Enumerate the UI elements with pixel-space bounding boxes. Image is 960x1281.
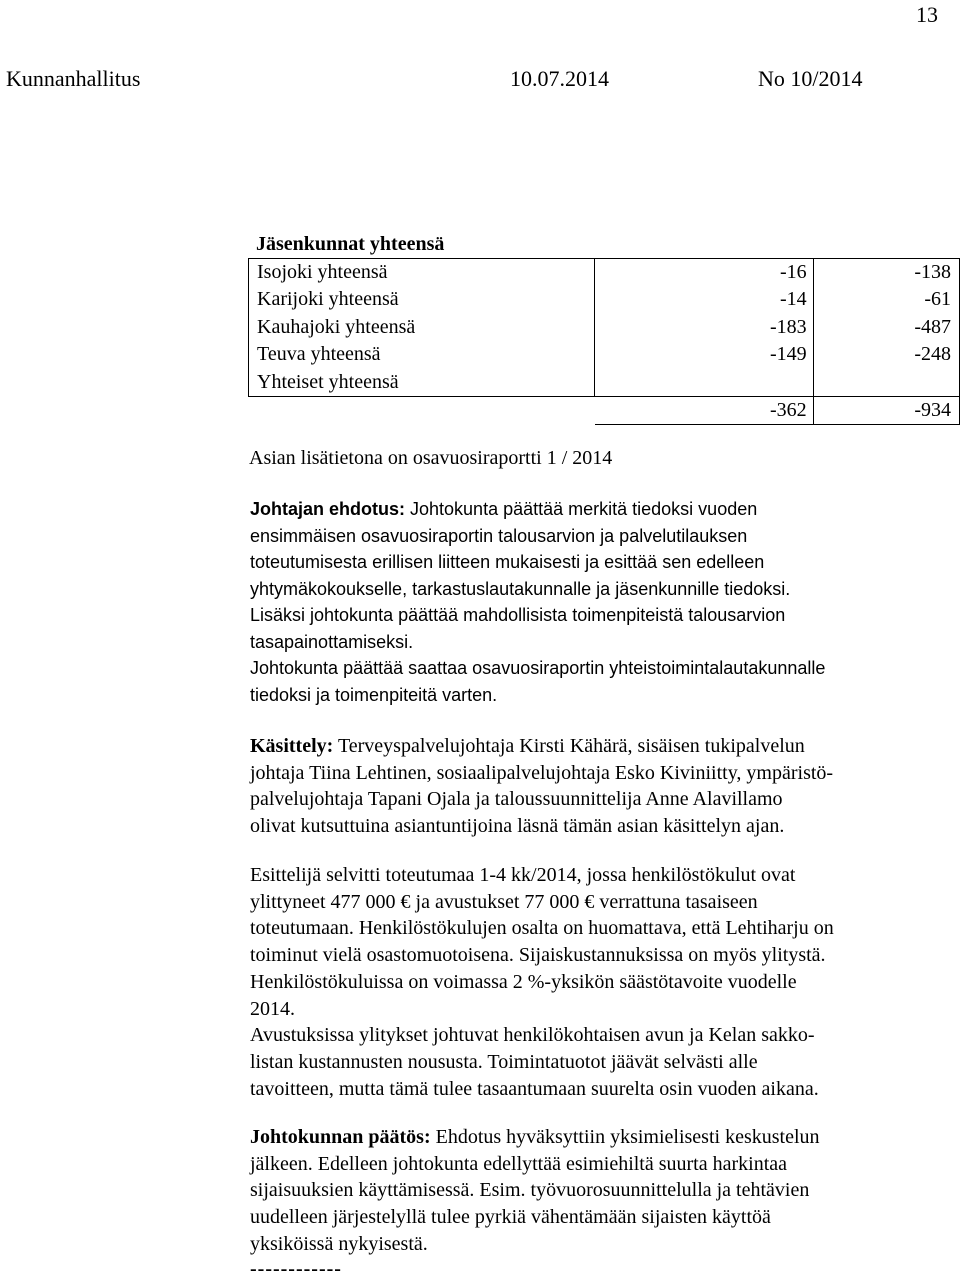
presenter-line: tavoitteen, mutta tämä tulee tasaantumaan suurelta osin vuoden aikana. — [250, 1077, 819, 1100]
proposal-line: Lisäksi johtokunta päättää mahdollisista toimenpiteistä talousarvion — [250, 605, 786, 625]
proposal-line: tiedoksi ja toimenpiteitä varten. — [250, 684, 498, 705]
member-value-1 — [595, 369, 813, 397]
handling-line: palvelujohtaja Tapani Ojala ja taloussuunnittelija Anne Alavillamo — [250, 788, 783, 811]
proposal-label: Johtajan ehdotus: — [250, 499, 406, 519]
member-value-2: -61 — [813, 286, 959, 313]
total-label-cell — [249, 397, 595, 425]
table-total-row — [249, 397, 960, 425]
presenter-line: Esittelijä selvitti toteutumaa 1-4 kk/2014, jossa henkilöstökulut ovat — [250, 864, 796, 886]
member-name: Teuva yhteensä — [249, 341, 595, 368]
member-name: Isojoki yhteensä — [249, 259, 595, 287]
header-organization: Kunnanhallitus — [6, 66, 141, 91]
member-value-1: -14 — [595, 286, 813, 313]
members-table — [248, 258, 960, 425]
table-row — [249, 341, 960, 368]
decision-line: yksiköissä nykyisestä. — [250, 1232, 428, 1255]
header-number: No 10/2014 — [758, 66, 863, 91]
proposal-text: Johtokunta päättää merkitä tiedoksi vuoden — [405, 499, 758, 519]
decision-section — [250, 1124, 950, 1258]
proposal-line: Johtokunta päättää saattaa osavuosiraportin yhteistoimintalautakunnalle — [250, 658, 826, 678]
presenter-line: toteutumaan. Henkilöstökulujen osalta on huomattava, että Lehtiharju on — [250, 917, 834, 940]
total-value-2: -934 — [813, 397, 959, 425]
member-value-1: -183 — [595, 314, 813, 341]
member-name: Karijoki yhteensä — [249, 286, 595, 313]
proposal-line: tasapainottamiseksi. — [250, 631, 414, 652]
info-line: Asian lisätietona on osavuosiraportti 1 / 2014 — [249, 447, 613, 469]
decision-line: jälkeen. Edelleen johtokunta edellyttää esimiehiltä suurta harkintaa — [250, 1152, 788, 1175]
presenter-line: 2014. — [250, 997, 295, 1020]
end-marker: ------------ — [250, 1258, 342, 1280]
header-date: 10.07.2014 — [510, 66, 609, 91]
table-row — [249, 259, 960, 287]
proposal-line — [250, 496, 950, 523]
total-value-1: -362 — [595, 397, 813, 425]
handling-line: johtaja Tiina Lehtinen, sosiaalipalvelujohtaja Esko Kiviniitty, ympäristö- — [250, 761, 834, 784]
handling-line — [250, 733, 950, 760]
table-row — [249, 286, 960, 313]
decision-text: Ehdotus hyväksyttiin yksimielisesti keskustelun — [430, 1126, 820, 1148]
decision-label: Johtokunnan päätös: — [250, 1126, 431, 1148]
page-number: 13 — [916, 2, 938, 27]
member-value-2: -248 — [813, 341, 959, 368]
member-value-2 — [813, 369, 959, 397]
presenter-section — [250, 862, 950, 1102]
proposal-line: toteutumisesta erillisen liitteen mukaisesti ja esittää sen edelleen — [250, 552, 765, 572]
member-value-2: -138 — [813, 259, 959, 287]
presenter-line: ylittyneet 477 000 € ja avustukset 77 000 € verrattuna tasaiseen — [250, 890, 758, 913]
table-row — [249, 369, 960, 397]
proposal-line: yhtymäkokoukselle, tarkastuslautakunnalle ja jäsenkunnille tiedoksi. — [250, 578, 791, 599]
presenter-line: listan kustannusten noususta. Toimintatuotot jäävät selvästi alle — [250, 1050, 758, 1073]
proposal-section — [250, 496, 950, 708]
member-value-1: -16 — [595, 259, 813, 287]
member-value-2: -487 — [813, 314, 959, 341]
member-value-1: -149 — [595, 341, 813, 368]
handling-section — [250, 733, 950, 840]
handling-line: olivat kutsuttuina asiantuntijoina läsnä tämän asian käsittelyn ajan. — [250, 815, 785, 838]
member-name: Yhteiset yhteensä — [249, 369, 595, 397]
table-row — [249, 314, 960, 341]
presenter-line: Henkilöstökuluissa on voimassa 2 %-yksikön säästötavoite vuodelle — [250, 970, 797, 993]
member-name: Kauhajoki yhteensä — [249, 314, 595, 341]
handling-text: Terveyspalvelujohtaja Kirsti Kähärä, sisäisen tukipalvelun — [333, 735, 805, 757]
decision-line: sijaisuuksien käyttämisessä. Esim. työvuorosuunnittelulla ja tehtävien — [250, 1179, 810, 1202]
presenter-line: Avustuksissa ylitykset johtuvat henkilökohtaisen avun ja Kelan sakko- — [250, 1024, 815, 1047]
members-table-title: Jäsenkunnat yhteensä — [256, 233, 445, 255]
proposal-line: ensimmäisen osavuosiraportin talousarvion ja palvelutilauksen — [250, 525, 748, 546]
decision-line: uudelleen järjestelyllä tulee pyrkiä vähentämään sijaisten käyttöä — [250, 1206, 771, 1229]
presenter-line: toiminut vielä osastomuotoisena. Sijaiskustannuksissa on myös ylitystä. — [250, 944, 826, 967]
handling-label: Käsittely: — [250, 735, 334, 757]
decision-line — [250, 1124, 950, 1151]
